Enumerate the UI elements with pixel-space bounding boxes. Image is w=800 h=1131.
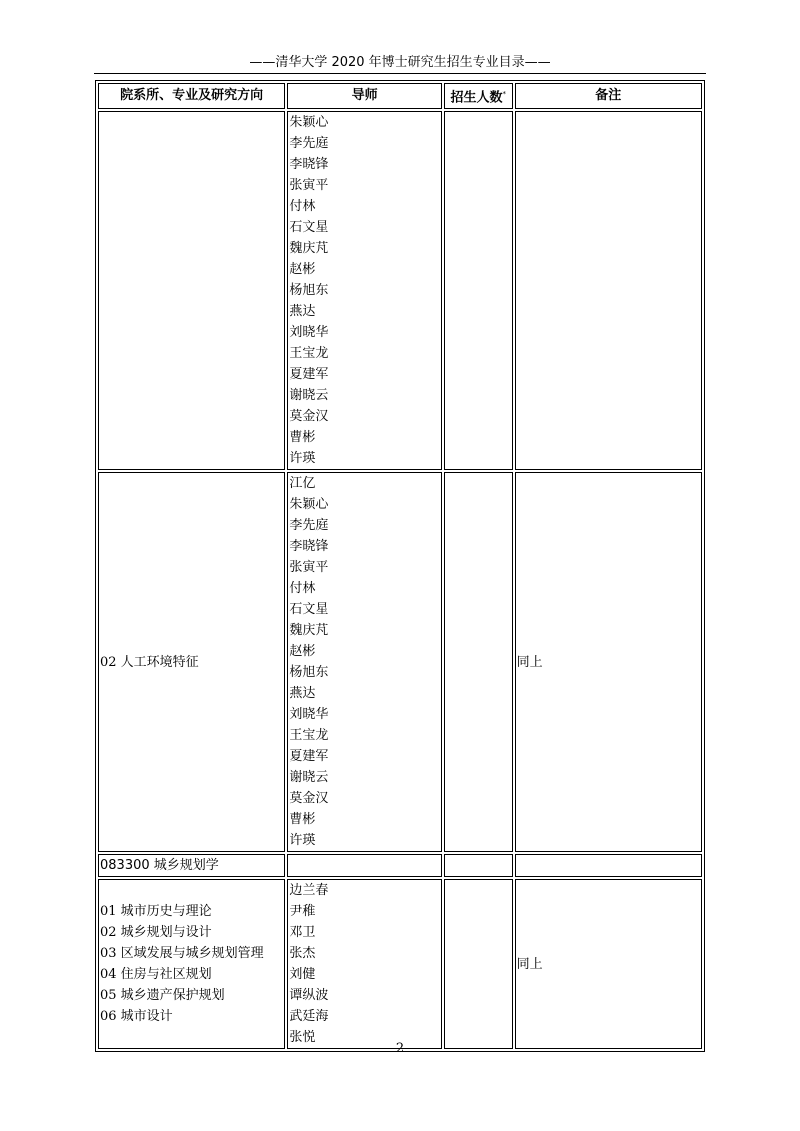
- supervisor-name: 杨旭东: [289, 283, 329, 299]
- remarks-cell: 同上: [515, 879, 702, 1049]
- supervisor-name: 邓卫: [289, 925, 316, 941]
- header-enrollment: [444, 83, 513, 109]
- supervisor-name: 曹彬: [289, 812, 316, 828]
- catalog-table: [95, 80, 705, 1052]
- supervisor-name: 谭纵波: [289, 988, 329, 1004]
- supervisor-name: 燕达: [289, 686, 316, 702]
- remarks-cell: 同上: [515, 472, 702, 852]
- supervisor-name: 夏建军: [289, 749, 329, 765]
- major-row: [98, 854, 702, 877]
- supervisor-list: [287, 472, 442, 852]
- supervisor-name: 张寅平: [289, 560, 329, 576]
- supervisor-list: [287, 111, 442, 470]
- supervisor-name: 边兰春: [289, 883, 329, 899]
- supervisor-name: 付林: [289, 199, 316, 215]
- supervisor-name: 曹彬: [289, 430, 316, 446]
- supervisor-name: 朱颖心: [289, 497, 329, 513]
- research-direction: 02 城乡规划与设计: [100, 925, 212, 941]
- supervisor-name: 王宝龙: [289, 728, 329, 744]
- supervisor-name: 赵彬: [289, 262, 316, 278]
- supervisor-name: 谢晓云: [289, 770, 329, 786]
- supervisor-name: 许瑛: [289, 451, 316, 467]
- supervisor-name: 莫金汉: [289, 791, 329, 807]
- supervisor-name: 石文星: [289, 602, 329, 618]
- header-supervisor: 导师: [287, 83, 442, 109]
- supervisor-name: 莫金汉: [289, 409, 329, 425]
- table-row: [98, 879, 702, 1049]
- supervisor-list: [287, 879, 442, 1049]
- supervisor-name: 武廷海: [289, 1009, 329, 1025]
- remarks-cell: [515, 111, 702, 470]
- table-row: [98, 111, 702, 470]
- table-header-row: [98, 83, 702, 109]
- supervisor-name: 杨旭东: [289, 665, 329, 681]
- supervisor-name: 付林: [289, 581, 316, 597]
- supervisor-name: 张悦: [289, 1030, 316, 1046]
- research-direction: 06 城市设计: [100, 1009, 173, 1025]
- supervisor-name: 刘晓华: [289, 707, 329, 723]
- supervisor-name: 张寅平: [289, 178, 329, 194]
- enrollment-cell: [444, 111, 513, 470]
- enrollment-cell: [444, 879, 513, 1049]
- supervisor-name: 石文星: [289, 220, 329, 236]
- supervisor-name: 朱颖心: [289, 115, 329, 131]
- major-supervisor-cell: [287, 854, 442, 877]
- research-direction: 03 区域发展与城乡规划管理: [100, 946, 264, 962]
- supervisor-name: 夏建军: [289, 367, 329, 383]
- supervisor-name: 魏庆芃: [289, 623, 329, 639]
- supervisor-name: 谢晓云: [289, 388, 329, 404]
- research-direction: 05 城乡遗产保护规划: [100, 988, 225, 1004]
- header-remarks: 备注: [515, 83, 702, 109]
- direction-cell: [98, 111, 285, 470]
- table-row: [98, 472, 702, 852]
- supervisor-name: 刘晓华: [289, 325, 329, 341]
- supervisor-name: 赵彬: [289, 644, 316, 660]
- supervisor-name: 魏庆芃: [289, 241, 329, 257]
- supervisor-name: 李晓锋: [289, 539, 329, 555]
- direction-cell: 02 人工环境特征: [98, 472, 285, 852]
- supervisor-name: 许瑛: [289, 833, 316, 849]
- header-dept: 院系所、专业及研究方向: [98, 83, 285, 109]
- page-header-title: ——清华大学 2020 年博士研究生招生专业目录——: [249, 55, 551, 70]
- header-enrollment-mark: *: [502, 90, 507, 98]
- supervisor-name: 李先庭: [289, 136, 329, 152]
- major-remarks-cell: [515, 854, 702, 877]
- supervisor-name: 李晓锋: [289, 157, 329, 173]
- supervisor-name: 王宝龙: [289, 346, 329, 362]
- major-name: 083300 城乡规划学: [98, 854, 285, 877]
- major-enrollment-cell: [444, 854, 513, 877]
- research-direction: 04 住房与社区规划: [100, 967, 212, 983]
- header-divider: [94, 73, 706, 74]
- direction-list: [98, 879, 285, 1049]
- header-enrollment-label: 招生人数: [450, 90, 503, 106]
- enrollment-cell: [444, 472, 513, 852]
- supervisor-name: 刘健: [289, 967, 316, 983]
- supervisor-name: 李先庭: [289, 518, 329, 534]
- supervisor-name: 张杰: [289, 946, 316, 962]
- supervisor-name: 江亿: [289, 476, 316, 492]
- supervisor-name: 燕达: [289, 304, 316, 320]
- research-direction: 01 城市历史与理论: [100, 904, 212, 920]
- supervisor-name: 尹稚: [289, 904, 316, 920]
- page-number: - 2 -: [387, 1041, 413, 1056]
